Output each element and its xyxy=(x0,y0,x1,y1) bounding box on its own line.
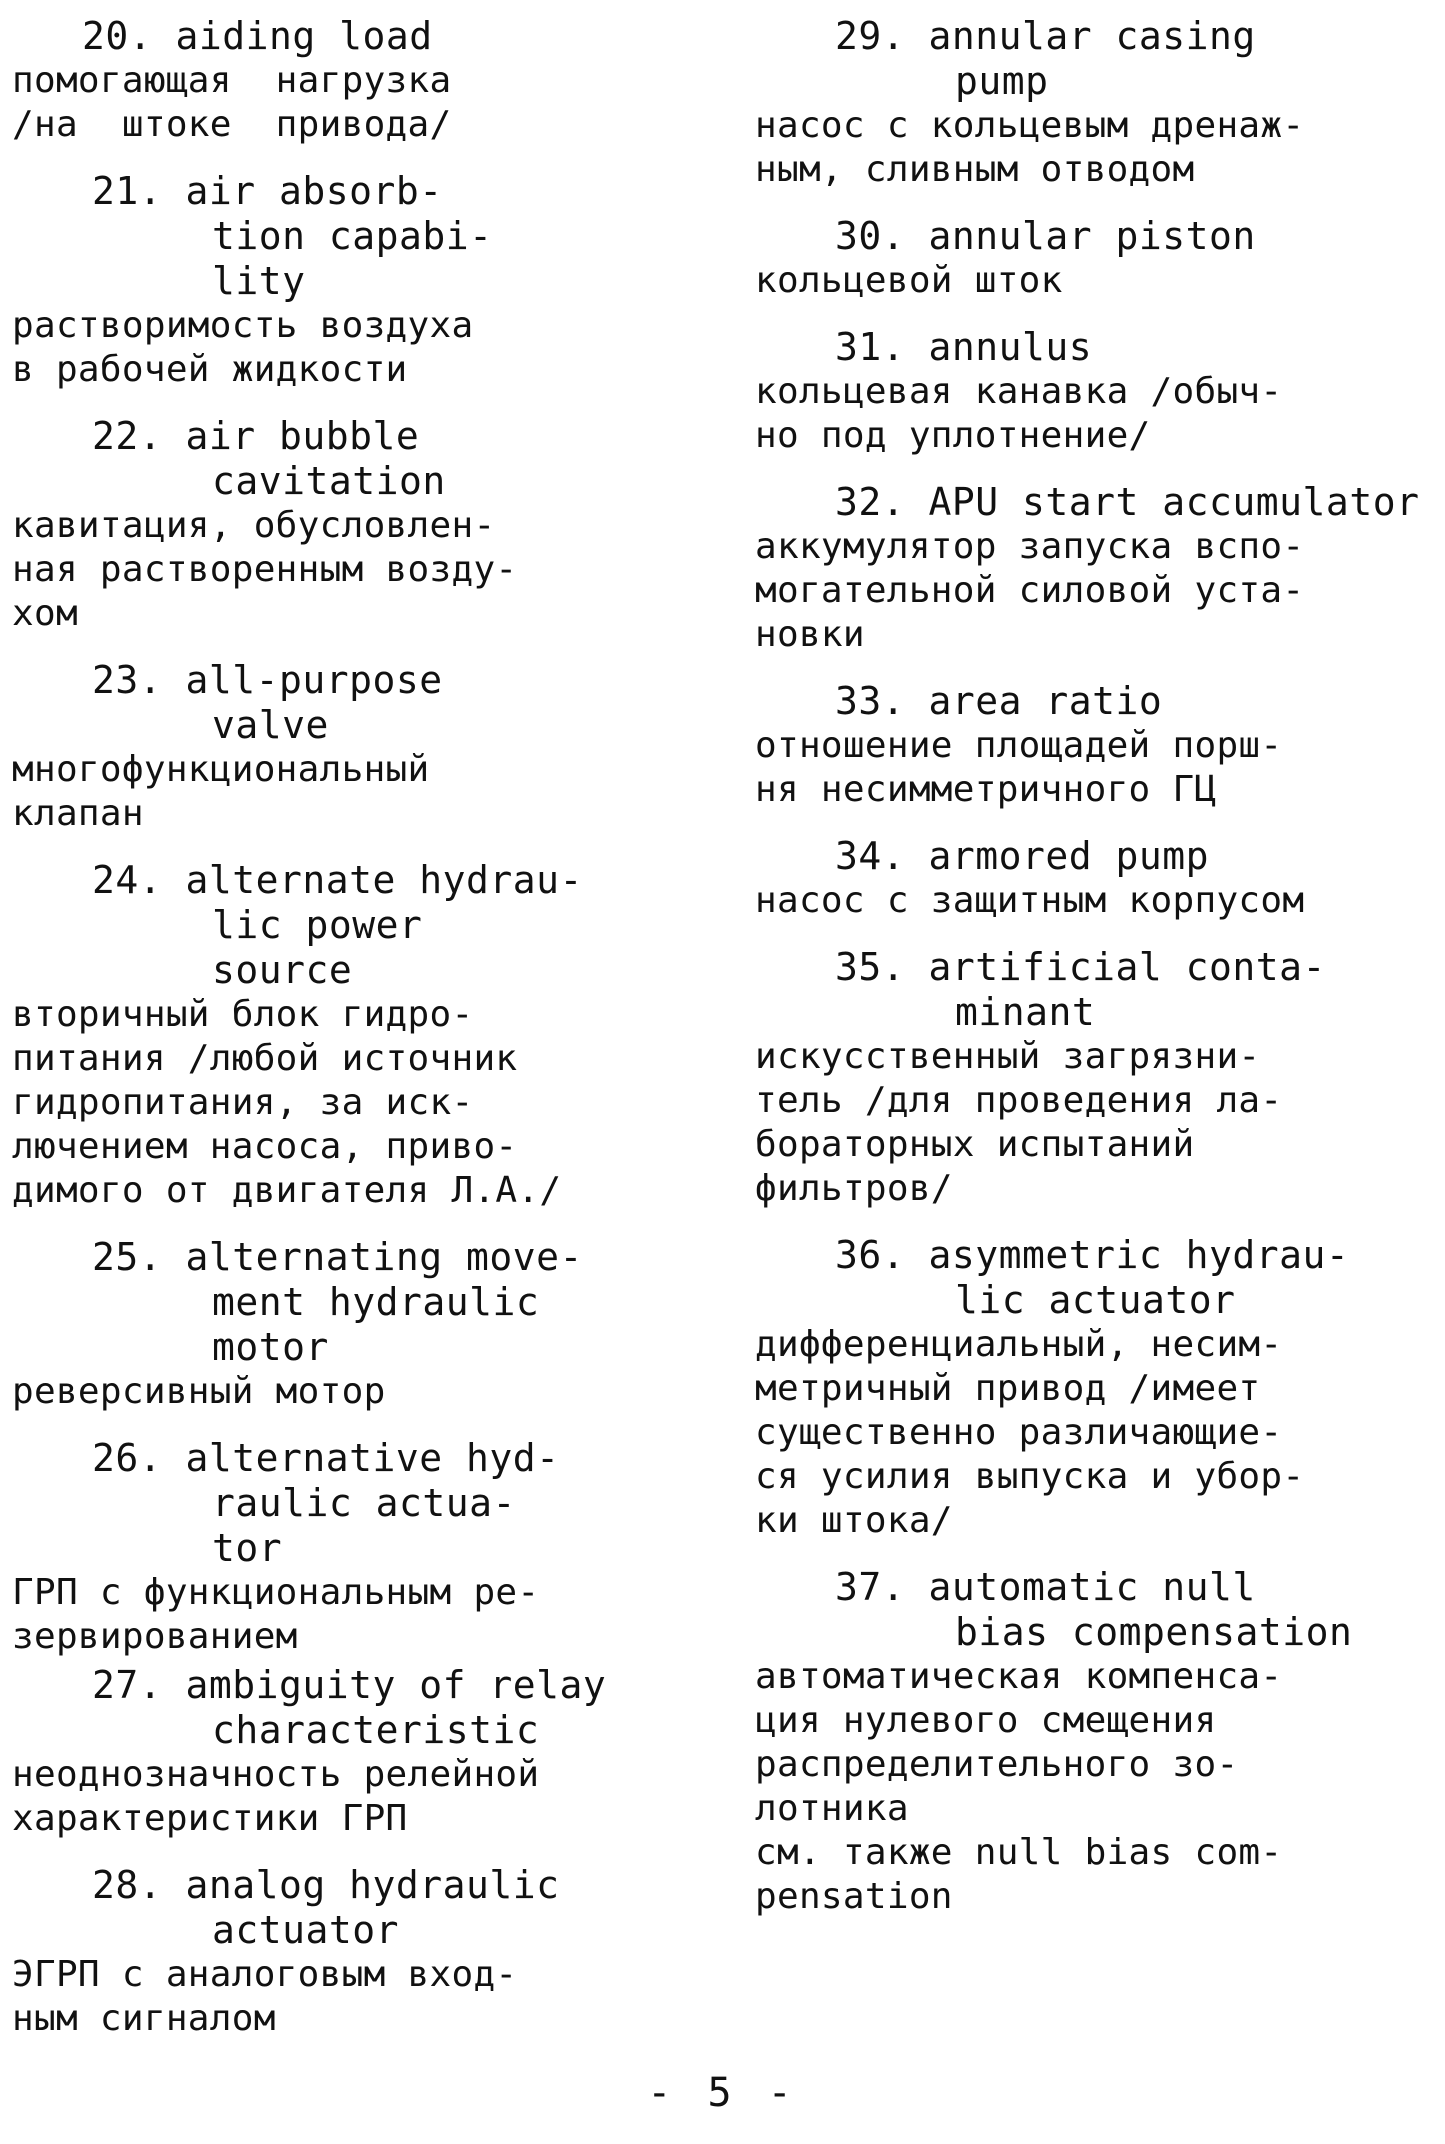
entry-term: 22. air bubble cavitation xyxy=(92,414,446,503)
entry-definition: реверсивный мотор xyxy=(12,1371,386,1412)
glossary-entry xyxy=(12,414,702,636)
entry-term: 23. all-purpose valve xyxy=(92,658,443,747)
entry-term: 33. area ratio xyxy=(835,679,1163,723)
entry-term: 24. alternate hydrau- lic power source xyxy=(92,858,583,992)
entry-term: 36. asymmetric hydrau- lic actuator xyxy=(835,1233,1350,1322)
entry-definition: искусственный загрязни- тель /для проведения ла- бораторных испытаний фильтров/ xyxy=(755,1036,1283,1209)
glossary-entry xyxy=(755,214,1445,303)
entry-term: 30. annular piston xyxy=(835,214,1256,258)
entry-term: 37. automatic null bias compensation xyxy=(835,1565,1353,1654)
entry-term: 32. APU start accumulator xyxy=(835,480,1420,524)
entry-definition: отношение площадей порш- ня несимметричного ГЦ xyxy=(755,725,1283,810)
entry-definition: кавитация, обусловлен- ная растворенным возду- хом xyxy=(12,505,518,634)
glossary-entry xyxy=(12,1863,702,2041)
glossary-entry xyxy=(755,679,1445,812)
glossary-entry xyxy=(12,1235,702,1414)
glossary-entry xyxy=(755,1233,1445,1543)
glossary-entry xyxy=(12,14,702,147)
entry-term: 20. aiding load xyxy=(82,14,433,58)
glossary-entry xyxy=(12,1436,702,1659)
glossary-entry xyxy=(12,858,702,1213)
entry-definition: автоматическая компенса- ция нулевого смещения распределительного зо- лотника см. также null bias com- pensation xyxy=(755,1656,1283,1917)
glossary-entry xyxy=(755,480,1445,657)
entry-definition: ЭГРП с аналоговым вход- ным сигналом xyxy=(12,1954,518,2039)
entry-definition: аккумулятор запуска вспо- могательной силовой уста- новки xyxy=(755,526,1305,655)
entry-term: 25. alternating move- ment hydraulic motor xyxy=(92,1235,583,1369)
entry-definition: неоднозначность релейной характеристики ГРП xyxy=(12,1754,540,1839)
entry-term: 27. ambiguity of relay characteristic xyxy=(92,1663,607,1752)
right-column xyxy=(755,14,1445,1919)
glossary-entry xyxy=(12,658,702,836)
entry-definition: помогающая нагрузка /на штоке привода/ xyxy=(12,60,452,145)
entry-definition: вторичный блок гидро- питания /любой источник гидропитания, за иск- лючением насоса, приво- димого от двигателя Л.А./ xyxy=(12,994,562,1211)
page-number: - 5 - xyxy=(647,2070,798,2116)
entry-definition: ГРП с функциональным ре- зервированием xyxy=(12,1572,540,1657)
entry-definition: кольцевая канавка /обыч- но под уплотнение/ xyxy=(755,371,1283,456)
entry-term: 29. annular casing pump xyxy=(835,14,1256,103)
entry-definition: растворимость воздуха в рабочей жидкости xyxy=(12,305,474,390)
entry-definition: многофункциональный клапан xyxy=(12,749,430,834)
glossary-entry xyxy=(12,169,702,392)
glossary-entry xyxy=(755,834,1445,923)
entry-definition: насос с защитным корпусом xyxy=(755,880,1305,921)
entry-term: 34. armored pump xyxy=(835,834,1210,878)
glossary-entry xyxy=(755,1565,1445,1919)
entry-term: 26. alternative hyd- raulic actua- tor xyxy=(92,1436,560,1570)
entry-term: 21. air absorb- tion capabi- lity xyxy=(92,169,493,303)
glossary-entry xyxy=(755,325,1445,458)
glossary-entry xyxy=(755,14,1445,192)
entry-term: 31. annulus xyxy=(835,325,1093,369)
entry-term: 35. artificial conta- minant xyxy=(835,945,1326,1034)
glossary-entry xyxy=(12,1663,702,1841)
entry-term: 28. analog hydraulic actuator xyxy=(92,1863,560,1952)
entry-definition: кольцевой шток xyxy=(755,260,1063,301)
entry-definition: насос с кольцевым дренаж- ным, сливным отводом xyxy=(755,105,1305,190)
entry-definition: дифференциальный, несим- метричный привод /имеет существенно различающие- ся усилия выпуска и убор- ки штока/ xyxy=(755,1324,1305,1541)
left-column xyxy=(12,14,702,2041)
glossary-entry xyxy=(755,945,1445,1211)
